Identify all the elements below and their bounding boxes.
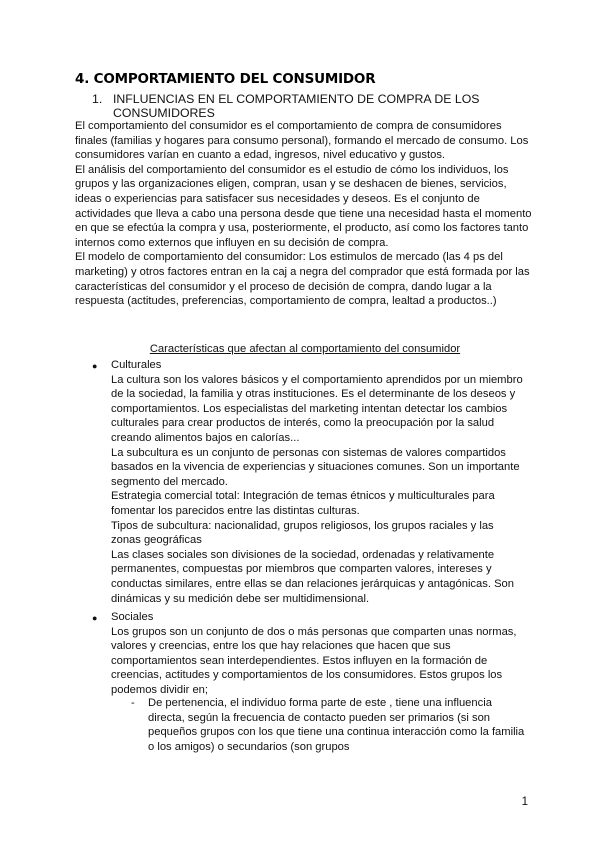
subsection-title: INFLUENCIAS EN EL COMPORTAMIENTO DE COMPRA DE LOS CONSUMIDORES bbox=[113, 92, 480, 120]
cultural-section bbox=[111, 358, 526, 606]
section-heading: 4. COMPORTAMIENTO DEL CONSUMIDOR bbox=[75, 71, 376, 87]
bullet-icon: ● bbox=[92, 613, 98, 623]
cultural-title: Culturales bbox=[111, 359, 162, 371]
intro-paragraph: El comportamiento del consumidor es el comportamiento de compra de consumidores finales (familias y hogares para consumo personal), formando el mercado de consumo. Los consumidores varían en cuanto a edad, ingresos, nivel educativo y gustos. bbox=[75, 120, 529, 162]
bullet-icon: ● bbox=[92, 361, 98, 371]
dash-icon: - bbox=[131, 697, 135, 709]
intro-paragraph: El modelo de comportamiento del consumidor: Los estimulos de mercado (las 4 ps del marketing) y otros factores entran en la caj a negra del comprador que está formada por las características del consumidor y el proceso de decisión de compra, dando lugar a la respuesta (actitudes, preferencias, comportamiento de compra, lealtad a productos..) bbox=[75, 251, 530, 308]
social-section bbox=[111, 610, 526, 698]
subsection-heading bbox=[92, 92, 512, 120]
characteristics-title: Características que afectan al comportamiento del consumidor bbox=[149, 343, 461, 355]
dash-item-text: De pertenencia, el individuo forma parte de este , tiene una influencia directa, según la frecuencia de contacto pueden ser primarios (si son pequeños grupos con los que tiene una continua interacción como la familia o los amigos) o secundarios (son grupos bbox=[148, 697, 525, 753]
cultural-paragraph: Las clases sociales son divisiones de la sociedad, ordenadas y relativamente permanentes, compuestas por miembros que comparten valores, intereses y conductas similares, entre ellas se dan relaciones jerárquicas y antagónicas. Son dinámicas y su medición debe ser multidimensional. bbox=[111, 548, 514, 605]
cultural-paragraph: La subcultura es un conjunto de personas con sistemas de valores compartidos basados en la vivencia de experiencias y situaciones comunes. Son un importante segmento del mercado. bbox=[111, 446, 520, 488]
social-dash-item bbox=[148, 696, 528, 754]
cultural-paragraph: Estrategia comercial total: Integración de temas étnicos y multiculturales para fomentar los parecidos entre las distintas culturas. bbox=[111, 490, 495, 517]
social-title: Sociales bbox=[111, 611, 154, 623]
subsection-number: 1. bbox=[92, 92, 103, 106]
page-number: 1 bbox=[521, 796, 528, 808]
cultural-paragraph: Tipos de subcultura: nacionalidad, grupos religiosos, los grupos raciales y las zonas geográficas bbox=[111, 519, 494, 547]
intro-text bbox=[75, 119, 535, 309]
intro-paragraph: El análisis del comportamiento del consumidor es el estudio de cómo los individuos, los grupos y las organizaciones eligen, compran, usan y se deshacen de bienes, servicios, ideas o experiencias para satisfacer sus necesidades y deseos. Es el conjunto de actividades que lleva a cabo una persona desde que tiene una necesidad hasta el momento en que se efectúa la compra y usa, posteriormente, el producto, así como los factores tanto internos como externos que influyen en su decisión de compra. bbox=[75, 163, 532, 249]
social-paragraph: Los grupos son un conjunto de dos o más personas que comparten unas normas, valores y creencias, entre los que hay relaciones que hacen que sus comportamientos sean interdependientes. Estos influyen en la formación de creencias, actitudes y comportamientos de los consumidores. Estos grupos los podemos dividir en; bbox=[111, 625, 517, 696]
cultural-paragraph: La cultura son los valores básicos y el comportamiento aprendidos por un miembro de la sociedad, la familia y otras instituciones. Es el determinante de los deseos y comportamientos. Los especialistas del marketing intentan detectar los cambios culturales para crear productos de interés, como la preocupación por la salud creando alimentos bajos en calorías... bbox=[111, 373, 523, 444]
